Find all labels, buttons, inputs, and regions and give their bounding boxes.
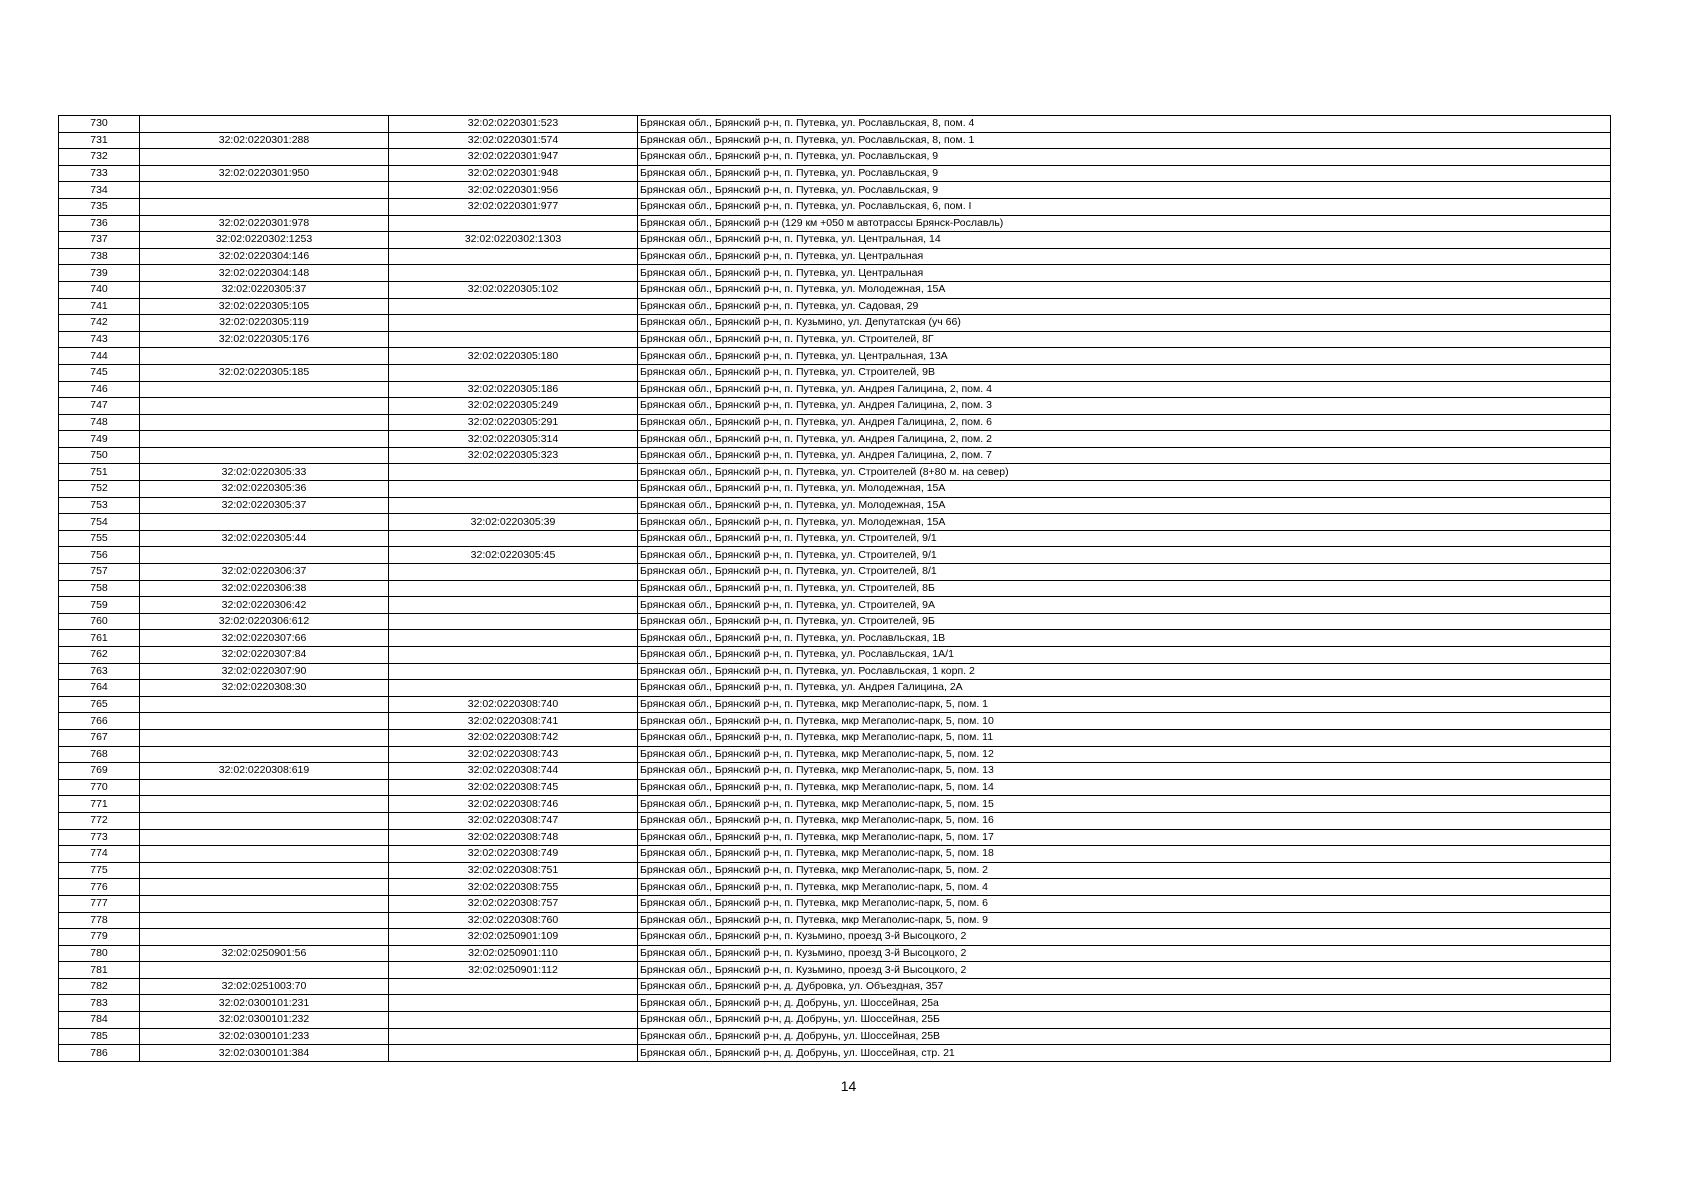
address-cell: Брянская обл., Брянский р-н, п. Путевка, мкр Мегаполис-парк, 5, пом. 14 — [638, 779, 1611, 796]
cadastral-number-cell: 32:02:0220302:1253 — [140, 232, 389, 249]
premises-cadastral-number-cell — [389, 1028, 638, 1045]
premises-cadastral-number-cell: 32:02:0220305:186 — [389, 381, 638, 398]
row-number-cell: 784 — [59, 1012, 140, 1029]
premises-cadastral-number-cell — [389, 331, 638, 348]
cadastral-number-cell: 32:02:0220305:105 — [140, 298, 389, 315]
cadastral-number-cell: 32:02:0250901:56 — [140, 945, 389, 962]
row-number-cell: 757 — [59, 564, 140, 581]
row-number-cell: 786 — [59, 1045, 140, 1062]
premises-cadastral-number-cell: 32:02:0220308:749 — [389, 846, 638, 863]
row-number-cell: 759 — [59, 597, 140, 614]
premises-cadastral-number-cell — [389, 1045, 638, 1062]
address-cell: Брянская обл., Брянский р-н, п. Путевка, ул. Рославльская, 1А/1 — [638, 647, 1611, 664]
cadastral-number-cell: 32:02:0220305:119 — [140, 315, 389, 332]
table-row — [59, 680, 1611, 697]
cadastral-number-cell: 32:02:0220305:36 — [140, 481, 389, 498]
cadastral-number-cell — [140, 812, 389, 829]
table-row — [59, 132, 1611, 149]
address-cell: Брянская обл., Брянский р-н, п. Путевка, мкр Мегаполис-парк, 5, пом. 12 — [638, 746, 1611, 763]
cadastral-number-cell — [140, 829, 389, 846]
row-number-cell: 739 — [59, 265, 140, 282]
premises-cadastral-number-cell: 32:02:0220308:745 — [389, 779, 638, 796]
table-row — [59, 514, 1611, 531]
table-row — [59, 414, 1611, 431]
cadastral-number-cell: 32:02:0220305:185 — [140, 364, 389, 381]
address-cell: Брянская обл., Брянский р-н, п. Путевка, ул. Рославльская, 8, пом. 1 — [638, 132, 1611, 149]
address-cell: Брянская обл., Брянский р-н, п. Путевка, ул. Садовая, 29 — [638, 298, 1611, 315]
premises-cadastral-number-cell: 32:02:0220308:755 — [389, 879, 638, 896]
table-row — [59, 746, 1611, 763]
premises-cadastral-number-cell: 32:02:0220305:323 — [389, 447, 638, 464]
table-row — [59, 663, 1611, 680]
row-number-cell: 731 — [59, 132, 140, 149]
row-number-cell: 771 — [59, 796, 140, 813]
table-row — [59, 232, 1611, 249]
address-cell: Брянская обл., Брянский р-н, п. Путевка, мкр Мегаполис-парк, 5, пом. 6 — [638, 895, 1611, 912]
address-cell: Брянская обл., Брянский р-н, п. Путевка, ул. Рославльская, 9 — [638, 165, 1611, 182]
cadastral-number-cell — [140, 862, 389, 879]
table-row — [59, 580, 1611, 597]
cadastral-number-cell — [140, 713, 389, 730]
table-row — [59, 729, 1611, 746]
premises-cadastral-number-cell — [389, 995, 638, 1012]
row-number-cell: 777 — [59, 895, 140, 912]
premises-cadastral-number-cell: 32:02:0220305:39 — [389, 514, 638, 531]
table-row — [59, 530, 1611, 547]
address-cell: Брянская обл., Брянский р-н, п. Кузьмино, ул. Депутатская (уч 66) — [638, 315, 1611, 332]
row-number-cell: 745 — [59, 364, 140, 381]
address-cell: Брянская обл., Брянский р-н, п. Путевка, ул. Строителей, 9/1 — [638, 530, 1611, 547]
table-row — [59, 879, 1611, 896]
table-row — [59, 149, 1611, 166]
premises-cadastral-number-cell — [389, 497, 638, 514]
premises-cadastral-number-cell: 32:02:0220305:291 — [389, 414, 638, 431]
table-row — [59, 978, 1611, 995]
table-row — [59, 995, 1611, 1012]
address-cell: Брянская обл., Брянский р-н, п. Путевка, ул. Строителей, 9А — [638, 597, 1611, 614]
address-cell: Брянская обл., Брянский р-н, п. Путевка, ул. Андрея Галицина, 2, пом. 2 — [638, 431, 1611, 448]
address-cell: Брянская обл., Брянский р-н, п. Путевка, ул. Рославльская, 9 — [638, 149, 1611, 166]
cadastral-number-cell: 32:02:0220306:612 — [140, 613, 389, 630]
premises-cadastral-number-cell — [389, 630, 638, 647]
address-cell: Брянская обл., Брянский р-н, п. Путевка, мкр Мегаполис-парк, 5, пом. 1 — [638, 696, 1611, 713]
premises-cadastral-number-cell — [389, 265, 638, 282]
row-number-cell: 754 — [59, 514, 140, 531]
cadastral-number-cell — [140, 796, 389, 813]
table-row — [59, 497, 1611, 514]
premises-cadastral-number-cell — [389, 481, 638, 498]
table-row — [59, 198, 1611, 215]
premises-cadastral-number-cell: 32:02:0220305:102 — [389, 281, 638, 298]
row-number-cell: 765 — [59, 696, 140, 713]
row-number-cell: 750 — [59, 447, 140, 464]
row-number-cell: 758 — [59, 580, 140, 597]
premises-cadastral-number-cell — [389, 464, 638, 481]
premises-cadastral-number-cell: 32:02:0250901:109 — [389, 929, 638, 946]
address-cell: Брянская обл., Брянский р-н, п. Путевка, ул. Молодежная, 15А — [638, 481, 1611, 498]
row-number-cell: 733 — [59, 165, 140, 182]
table-row — [59, 447, 1611, 464]
table-row — [59, 547, 1611, 564]
cadastral-number-cell: 32:02:0251003:70 — [140, 978, 389, 995]
address-cell: Брянская обл., Брянский р-н, п. Путевка, ул. Центральная, 13А — [638, 348, 1611, 365]
premises-cadastral-number-cell — [389, 315, 638, 332]
premises-cadastral-number-cell: 32:02:0220301:977 — [389, 198, 638, 215]
address-cell: Брянская обл., Брянский р-н, п. Путевка, ул. Центральная, 14 — [638, 232, 1611, 249]
premises-cadastral-number-cell — [389, 680, 638, 697]
table-row — [59, 564, 1611, 581]
row-number-cell: 762 — [59, 647, 140, 664]
address-cell: Брянская обл., Брянский р-н, п. Путевка, мкр Мегаполис-парк, 5, пом. 11 — [638, 729, 1611, 746]
cadastral-number-cell — [140, 116, 389, 133]
table-row — [59, 265, 1611, 282]
row-number-cell: 735 — [59, 198, 140, 215]
premises-cadastral-number-cell — [389, 663, 638, 680]
cadastral-number-cell: 32:02:0300101:231 — [140, 995, 389, 1012]
cadastral-number-cell: 32:02:0220308:30 — [140, 680, 389, 697]
premises-cadastral-number-cell — [389, 298, 638, 315]
row-number-cell: 755 — [59, 530, 140, 547]
table-row — [59, 1028, 1611, 1045]
row-number-cell: 764 — [59, 680, 140, 697]
row-number-cell: 773 — [59, 829, 140, 846]
address-cell: Брянская обл., Брянский р-н (129 км +050 м автотрассы Брянск-Рославль) — [638, 215, 1611, 232]
table-row — [59, 381, 1611, 398]
address-cell: Брянская обл., Брянский р-н, п. Путевка, ул. Центральная — [638, 248, 1611, 265]
cadastral-number-cell — [140, 846, 389, 863]
row-number-cell: 749 — [59, 431, 140, 448]
table-row — [59, 779, 1611, 796]
table-row — [59, 696, 1611, 713]
cadastral-number-cell: 32:02:0220305:37 — [140, 497, 389, 514]
cadastral-number-cell: 32:02:0220304:148 — [140, 265, 389, 282]
table-row — [59, 763, 1611, 780]
table-row — [59, 796, 1611, 813]
table-row — [59, 713, 1611, 730]
cadastral-number-cell: 32:02:0220305:37 — [140, 281, 389, 298]
cadastral-number-cell — [140, 414, 389, 431]
premises-cadastral-number-cell — [389, 364, 638, 381]
cadastral-number-cell: 32:02:0300101:384 — [140, 1045, 389, 1062]
cadastral-number-cell: 32:02:0220301:978 — [140, 215, 389, 232]
row-number-cell: 743 — [59, 331, 140, 348]
row-number-cell: 766 — [59, 713, 140, 730]
premises-cadastral-number-cell: 32:02:0220302:1303 — [389, 232, 638, 249]
premises-cadastral-number-cell — [389, 248, 638, 265]
address-cell: Брянская обл., Брянский р-н, д. Добрунь, ул. Шоссейная, 25Б — [638, 1012, 1611, 1029]
row-number-cell: 778 — [59, 912, 140, 929]
row-number-cell: 776 — [59, 879, 140, 896]
row-number-cell: 774 — [59, 846, 140, 863]
row-number-cell: 751 — [59, 464, 140, 481]
address-cell: Брянская обл., Брянский р-н, п. Путевка, мкр Мегаполис-парк, 5, пом. 13 — [638, 763, 1611, 780]
premises-cadastral-number-cell: 32:02:0220308:743 — [389, 746, 638, 763]
address-cell: Брянская обл., Брянский р-н, п. Путевка, ул. Строителей, 9В — [638, 364, 1611, 381]
cadastral-number-cell: 32:02:0220307:84 — [140, 647, 389, 664]
premises-cadastral-number-cell: 32:02:0220308:744 — [389, 763, 638, 780]
premises-cadastral-number-cell: 32:02:0220308:751 — [389, 862, 638, 879]
address-cell: Брянская обл., Брянский р-н, п. Путевка, ул. Андрея Галицина, 2, пом. 6 — [638, 414, 1611, 431]
address-cell: Брянская обл., Брянский р-н, п. Путевка, ул. Молодежная, 15А — [638, 281, 1611, 298]
cadastral-number-cell — [140, 514, 389, 531]
address-cell: Брянская обл., Брянский р-н, п. Путевка, ул. Строителей (8+80 м. на север) — [638, 464, 1611, 481]
table-row — [59, 165, 1611, 182]
address-cell: Брянская обл., Брянский р-н, п. Путевка, мкр Мегаполис-парк, 5, пом. 10 — [638, 713, 1611, 730]
data-table — [58, 115, 1611, 1062]
table-row — [59, 962, 1611, 979]
row-number-cell: 781 — [59, 962, 140, 979]
row-number-cell: 730 — [59, 116, 140, 133]
table-row — [59, 215, 1611, 232]
address-cell: Брянская обл., Брянский р-н, п. Путевка, ул. Рославльская, 8, пом. 4 — [638, 116, 1611, 133]
address-cell: Брянская обл., Брянский р-н, п. Путевка, ул. Строителей, 8/1 — [638, 564, 1611, 581]
address-cell: Брянская обл., Брянский р-н, п. Путевка, мкр Мегаполис-парк, 5, пом. 15 — [638, 796, 1611, 813]
address-cell: Брянская обл., Брянский р-н, п. Путевка, ул. Андрея Галицина, 2, пом. 7 — [638, 447, 1611, 464]
row-number-cell: 737 — [59, 232, 140, 249]
address-cell: Брянская обл., Брянский р-н, п. Путевка, мкр Мегаполис-парк, 5, пом. 18 — [638, 846, 1611, 863]
premises-cadastral-number-cell: 32:02:0220308:747 — [389, 812, 638, 829]
table-row — [59, 912, 1611, 929]
table-row — [59, 281, 1611, 298]
table-row — [59, 364, 1611, 381]
row-number-cell: 767 — [59, 729, 140, 746]
address-cell: Брянская обл., Брянский р-н, п. Путевка, ул. Строителей, 9Б — [638, 613, 1611, 630]
premises-cadastral-number-cell: 32:02:0220305:249 — [389, 398, 638, 415]
cadastral-number-cell — [140, 198, 389, 215]
table-row — [59, 829, 1611, 846]
table-row — [59, 116, 1611, 133]
address-cell: Брянская обл., Брянский р-н, п. Путевка, ул. Рославльская, 6, пом. I — [638, 198, 1611, 215]
cadastral-number-cell: 32:02:0220301:950 — [140, 165, 389, 182]
table-row — [59, 647, 1611, 664]
row-number-cell: 744 — [59, 348, 140, 365]
address-cell: Брянская обл., Брянский р-н, п. Путевка, ул. Рославльская, 1В — [638, 630, 1611, 647]
address-cell: Брянская обл., Брянский р-н, д. Добрунь, ул. Шоссейная, 25В — [638, 1028, 1611, 1045]
row-number-cell: 770 — [59, 779, 140, 796]
premises-cadastral-number-cell — [389, 613, 638, 630]
premises-cadastral-number-cell: 32:02:0220308:748 — [389, 829, 638, 846]
row-number-cell: 752 — [59, 481, 140, 498]
table-row — [59, 331, 1611, 348]
row-number-cell: 769 — [59, 763, 140, 780]
cadastral-number-cell: 32:02:0220306:38 — [140, 580, 389, 597]
table-row — [59, 613, 1611, 630]
cadastral-number-cell — [140, 879, 389, 896]
premises-cadastral-number-cell: 32:02:0220305:180 — [389, 348, 638, 365]
premises-cadastral-number-cell: 32:02:0220301:948 — [389, 165, 638, 182]
premises-cadastral-number-cell: 32:02:0220308:757 — [389, 895, 638, 912]
premises-cadastral-number-cell — [389, 215, 638, 232]
cadastral-number-cell — [140, 348, 389, 365]
cadastral-number-cell — [140, 929, 389, 946]
address-cell: Брянская обл., Брянский р-н, п. Путевка, ул. Рославльская, 1 корп. 2 — [638, 663, 1611, 680]
address-cell: Брянская обл., Брянский р-н, п. Путевка, мкр Мегаполис-парк, 5, пом. 9 — [638, 912, 1611, 929]
table-row — [59, 431, 1611, 448]
cadastral-number-cell: 32:02:0220307:90 — [140, 663, 389, 680]
table-body — [59, 116, 1611, 1062]
cadastral-number-cell: 32:02:0300101:233 — [140, 1028, 389, 1045]
table-row — [59, 597, 1611, 614]
address-cell: Брянская обл., Брянский р-н, п. Кузьмино, проезд 3-й Высоцкого, 2 — [638, 962, 1611, 979]
row-number-cell: 738 — [59, 248, 140, 265]
cadastral-number-cell — [140, 398, 389, 415]
cadastral-number-cell — [140, 547, 389, 564]
table-row — [59, 464, 1611, 481]
address-cell: Брянская обл., Брянский р-н, д. Дубровка, ул. Объездная, 357 — [638, 978, 1611, 995]
table-row — [59, 348, 1611, 365]
row-number-cell: 736 — [59, 215, 140, 232]
address-cell: Брянская обл., Брянский р-н, п. Путевка, мкр Мегаполис-парк, 5, пом. 16 — [638, 812, 1611, 829]
cadastral-number-cell — [140, 381, 389, 398]
premises-cadastral-number-cell: 32:02:0220308:746 — [389, 796, 638, 813]
premises-cadastral-number-cell: 32:02:0220308:760 — [389, 912, 638, 929]
table-row — [59, 929, 1611, 946]
table-row — [59, 945, 1611, 962]
premises-cadastral-number-cell — [389, 1012, 638, 1029]
cadastral-number-cell — [140, 962, 389, 979]
row-number-cell: 740 — [59, 281, 140, 298]
row-number-cell: 734 — [59, 182, 140, 199]
address-cell: Брянская обл., Брянский р-н, п. Путевка, ул. Андрея Галицина, 2, пом. 4 — [638, 381, 1611, 398]
address-cell: Брянская обл., Брянский р-н, п. Путевка, ул. Молодежная, 15А — [638, 514, 1611, 531]
premises-cadastral-number-cell — [389, 647, 638, 664]
premises-cadastral-number-cell: 32:02:0250901:112 — [389, 962, 638, 979]
cadastral-number-cell — [140, 779, 389, 796]
row-number-cell: 760 — [59, 613, 140, 630]
address-cell: Брянская обл., Брянский р-н, п. Путевка, ул. Андрея Галицина, 2А — [638, 680, 1611, 697]
table-row — [59, 862, 1611, 879]
table-row — [59, 248, 1611, 265]
row-number-cell: 747 — [59, 398, 140, 415]
cadastral-number-cell: 32:02:0220308:619 — [140, 763, 389, 780]
address-cell: Брянская обл., Брянский р-н, п. Путевка, ул. Андрея Галицина, 2, пом. 3 — [638, 398, 1611, 415]
row-number-cell: 780 — [59, 945, 140, 962]
premises-cadastral-number-cell: 32:02:0220305:314 — [389, 431, 638, 448]
cadastral-number-cell — [140, 149, 389, 166]
premises-cadastral-number-cell: 32:02:0220305:45 — [389, 547, 638, 564]
table-row — [59, 812, 1611, 829]
cadastral-number-cell: 32:02:0220301:288 — [140, 132, 389, 149]
row-number-cell: 763 — [59, 663, 140, 680]
premises-cadastral-number-cell: 32:02:0220301:947 — [389, 149, 638, 166]
premises-cadastral-number-cell: 32:02:0250901:110 — [389, 945, 638, 962]
row-number-cell: 756 — [59, 547, 140, 564]
cadastral-number-cell: 32:02:0220305:44 — [140, 530, 389, 547]
table-row — [59, 481, 1611, 498]
premises-cadastral-number-cell: 32:02:0220301:574 — [389, 132, 638, 149]
table-row — [59, 182, 1611, 199]
cadastral-number-cell: 32:02:0220307:66 — [140, 630, 389, 647]
address-cell: Брянская обл., Брянский р-н, п. Путевка, мкр Мегаполис-парк, 5, пом. 2 — [638, 862, 1611, 879]
address-cell: Брянская обл., Брянский р-н, п. Путевка, ул. Молодежная, 15А — [638, 497, 1611, 514]
address-cell: Брянская обл., Брянский р-н, п. Кузьмино, проезд 3-й Высоцкого, 2 — [638, 929, 1611, 946]
cadastral-number-cell: 32:02:0220305:33 — [140, 464, 389, 481]
row-number-cell: 761 — [59, 630, 140, 647]
row-number-cell: 782 — [59, 978, 140, 995]
row-number-cell: 779 — [59, 929, 140, 946]
cadastral-number-cell — [140, 696, 389, 713]
row-number-cell: 732 — [59, 149, 140, 166]
address-cell: Брянская обл., Брянский р-н, п. Путевка, ул. Строителей, 9/1 — [638, 547, 1611, 564]
cadastral-number-cell: 32:02:0220304:146 — [140, 248, 389, 265]
address-cell: Брянская обл., Брянский р-н, п. Путевка, мкр Мегаполис-парк, 5, пом. 4 — [638, 879, 1611, 896]
table-row — [59, 1012, 1611, 1029]
page-number: 14 — [840, 1078, 857, 1094]
cadastral-number-cell: 32:02:0220305:176 — [140, 331, 389, 348]
premises-cadastral-number-cell — [389, 564, 638, 581]
row-number-cell: 748 — [59, 414, 140, 431]
address-cell: Брянская обл., Брянский р-н, п. Кузьмино, проезд 3-й Высоцкого, 2 — [638, 945, 1611, 962]
row-number-cell: 783 — [59, 995, 140, 1012]
row-number-cell: 746 — [59, 381, 140, 398]
premises-cadastral-number-cell: 32:02:0220301:523 — [389, 116, 638, 133]
address-cell: Брянская обл., Брянский р-н, п. Путевка, мкр Мегаполис-парк, 5, пом. 17 — [638, 829, 1611, 846]
cadastral-number-cell — [140, 447, 389, 464]
row-number-cell: 753 — [59, 497, 140, 514]
table-row — [59, 398, 1611, 415]
premises-cadastral-number-cell: 32:02:0220308:740 — [389, 696, 638, 713]
row-number-cell: 768 — [59, 746, 140, 763]
table-row — [59, 315, 1611, 332]
premises-cadastral-number-cell — [389, 597, 638, 614]
table-row — [59, 895, 1611, 912]
cadastral-number-cell: 32:02:0220306:37 — [140, 564, 389, 581]
cadastral-number-cell: 32:02:0300101:232 — [140, 1012, 389, 1029]
address-cell: Брянская обл., Брянский р-н, п. Путевка, ул. Строителей, 8Б — [638, 580, 1611, 597]
row-number-cell: 772 — [59, 812, 140, 829]
premises-cadastral-number-cell — [389, 530, 638, 547]
row-number-cell: 742 — [59, 315, 140, 332]
address-cell: Брянская обл., Брянский р-н, п. Путевка, ул. Строителей, 8Г — [638, 331, 1611, 348]
row-number-cell: 741 — [59, 298, 140, 315]
premises-cadastral-number-cell — [389, 580, 638, 597]
table-row — [59, 1045, 1611, 1062]
premises-cadastral-number-cell: 32:02:0220301:956 — [389, 182, 638, 199]
cadastral-number-cell — [140, 431, 389, 448]
row-number-cell: 775 — [59, 862, 140, 879]
table-row — [59, 630, 1611, 647]
address-cell: Брянская обл., Брянский р-н, д. Добрунь, ул. Шоссейная, 25а — [638, 995, 1611, 1012]
address-cell: Брянская обл., Брянский р-н, д. Добрунь, ул. Шоссейная, стр. 21 — [638, 1045, 1611, 1062]
cadastral-number-cell — [140, 895, 389, 912]
address-cell: Брянская обл., Брянский р-н, п. Путевка, ул. Центральная — [638, 265, 1611, 282]
address-cell: Брянская обл., Брянский р-н, п. Путевка, ул. Рославльская, 9 — [638, 182, 1611, 199]
cadastral-number-cell: 32:02:0220306:42 — [140, 597, 389, 614]
cadastral-number-cell — [140, 746, 389, 763]
premises-cadastral-number-cell — [389, 978, 638, 995]
cadastral-number-cell — [140, 729, 389, 746]
table-row — [59, 846, 1611, 863]
cadastral-number-cell — [140, 912, 389, 929]
premises-cadastral-number-cell: 32:02:0220308:742 — [389, 729, 638, 746]
table-row — [59, 298, 1611, 315]
cadastral-number-cell — [140, 182, 389, 199]
row-number-cell: 785 — [59, 1028, 140, 1045]
premises-cadastral-number-cell: 32:02:0220308:741 — [389, 713, 638, 730]
